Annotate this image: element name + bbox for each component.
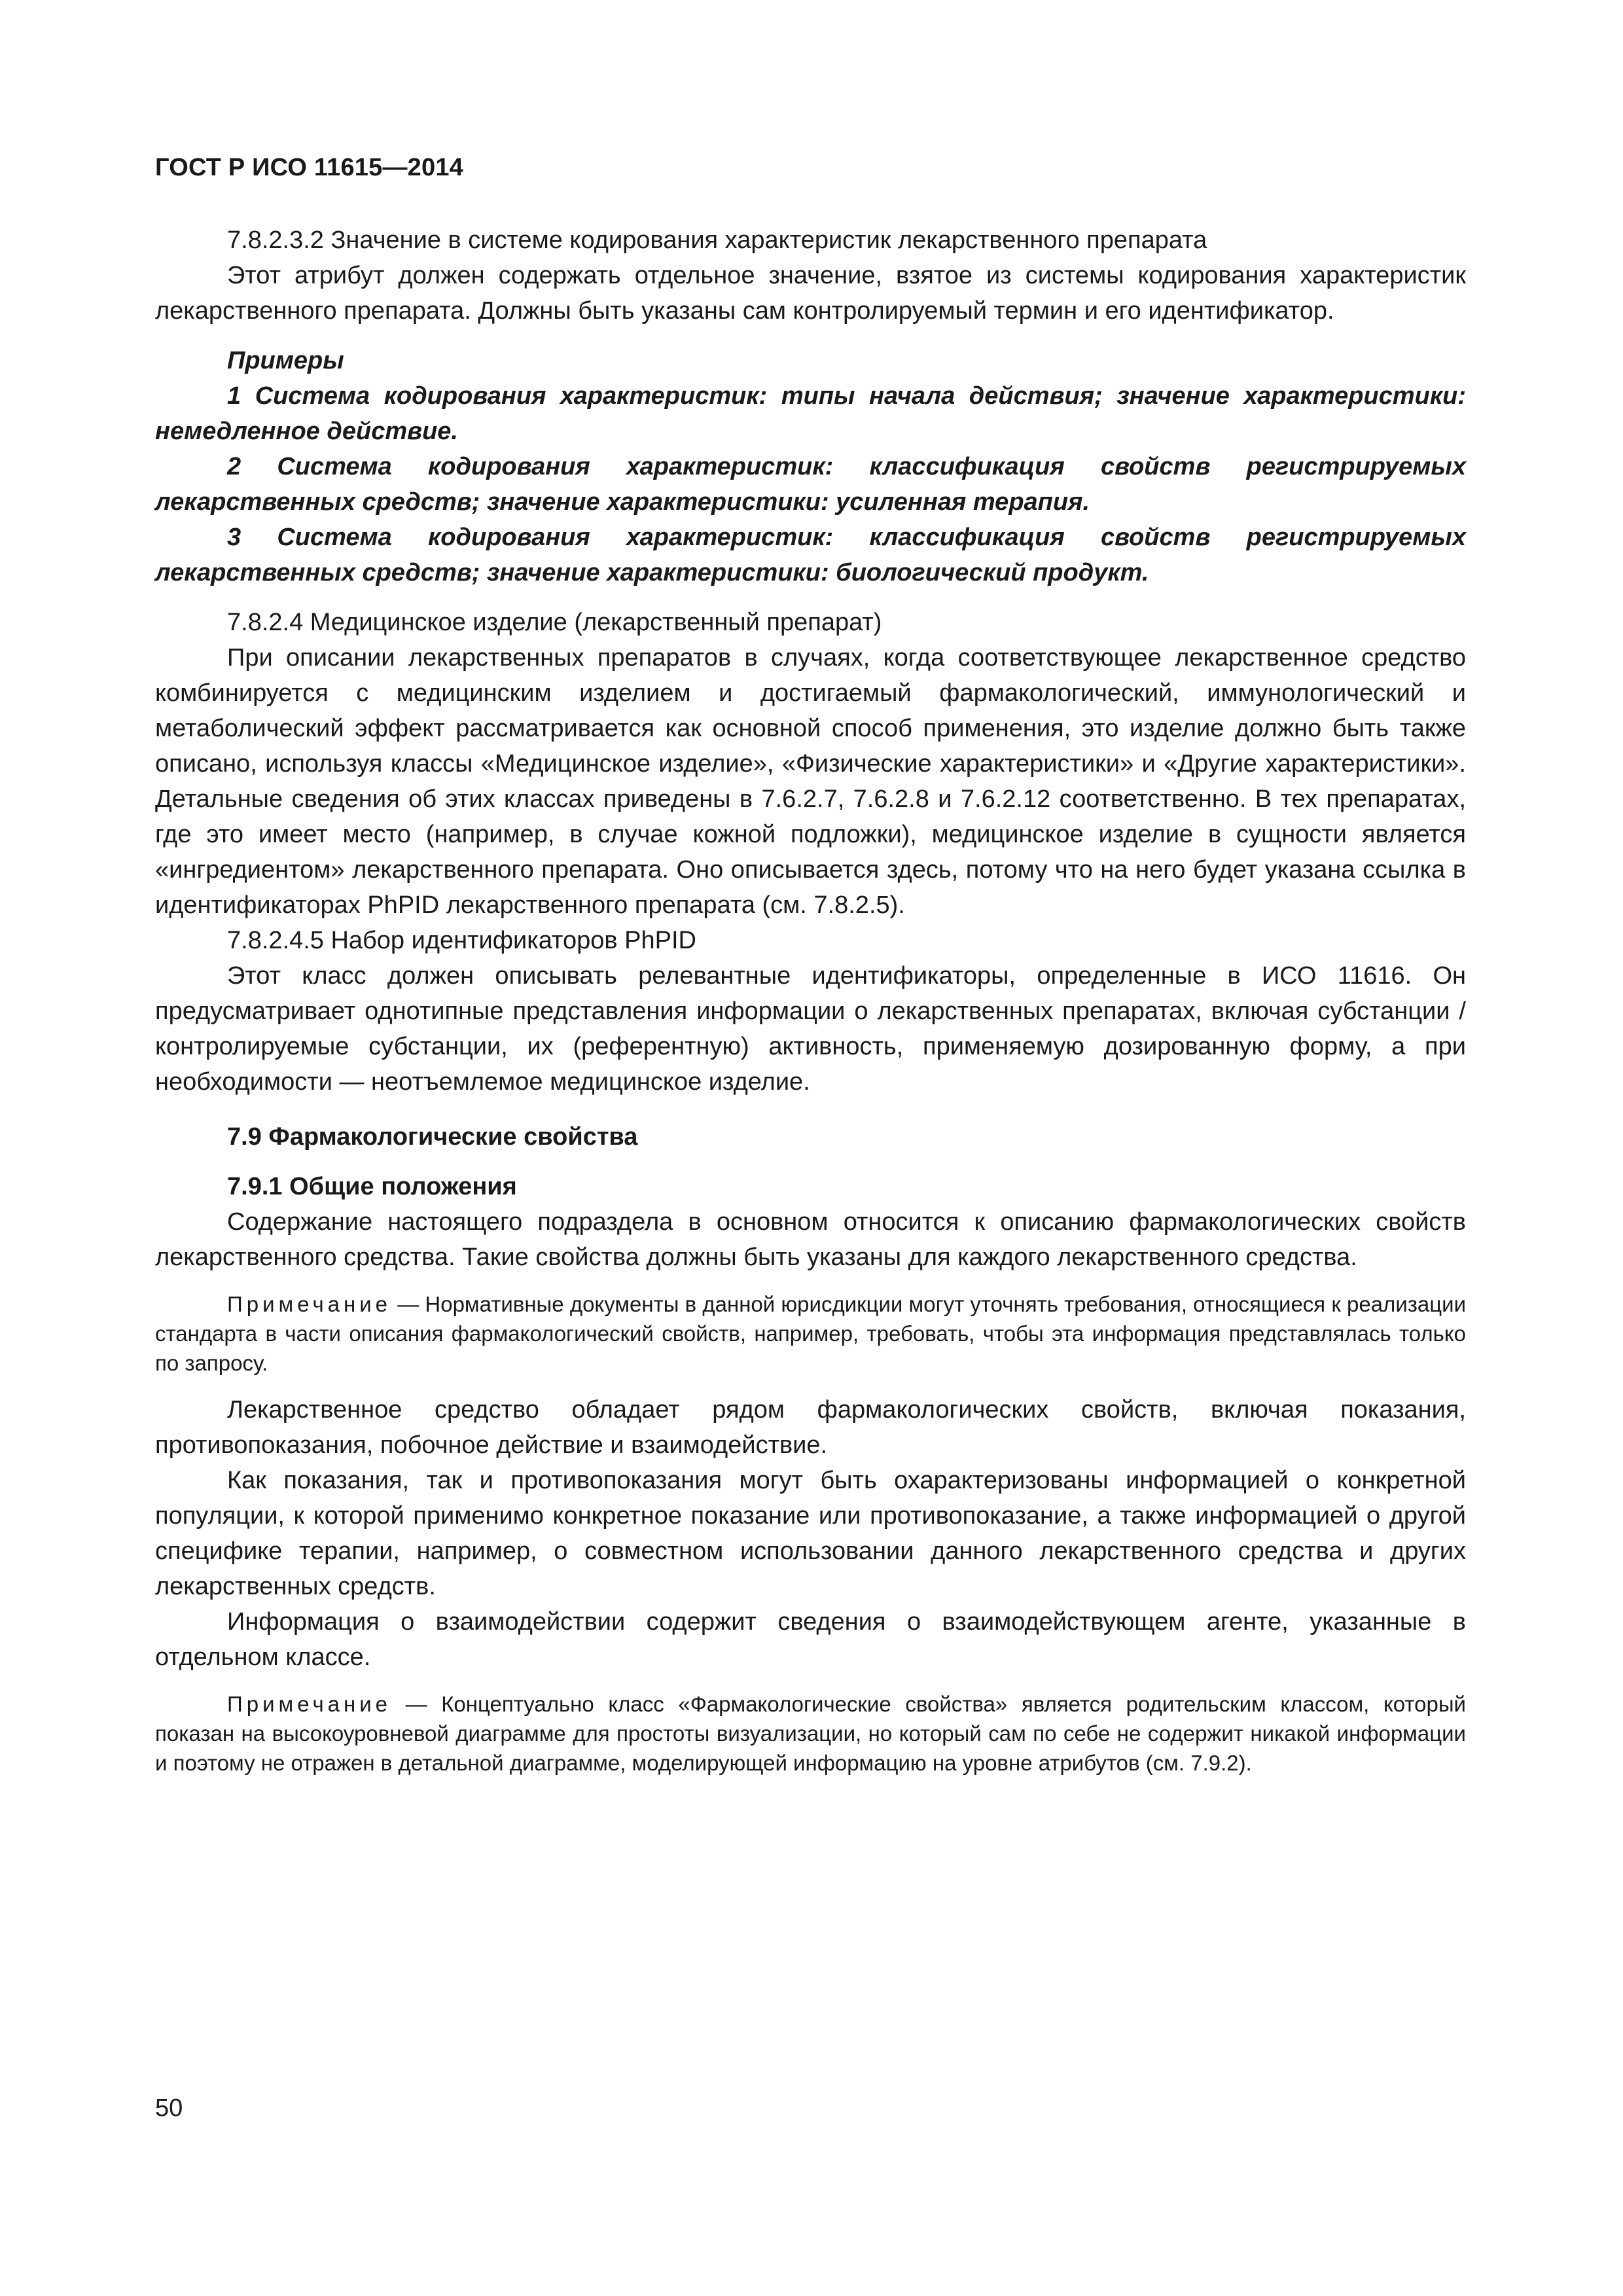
section-7-8-2-4-5-title: 7.8.2.4.5 Набор идентификаторов PhPID — [227, 927, 696, 954]
document-page — [155, 151, 1466, 1778]
section-7-9-1-heading: 7.9.1 Общие положения — [227, 1173, 517, 1200]
document-header: ГОСТ Р ИСО 11615—2014 — [155, 154, 463, 181]
section-7-8-2-4-5-text: Этот класс должен описывать релевантные идентификаторы, определенные в ИСО 11616. Он предусматривает однотипные представления информации о лекарственных препаратах, включая субстанции / контролируемые субстанции, их (референтную) активность, применяемую дозированную форму, а при необходимости — неотъемлемое медицинское изделие. — [155, 962, 1466, 1096]
section-7-8-2-4-title: 7.8.2.4 Медицинское изделие (лекарственный препарат) — [227, 609, 882, 636]
note-2 — [155, 1689, 1466, 1778]
section-7-9-1-paragraph: Лекарственное средство обладает рядом фармакологических свойств, включая показания, противопоказания, побочное действие и взаимодействие. — [155, 1396, 1466, 1459]
section-7-8-2-3-2-title: 7.8.2.3.2 Значение в системе кодирования характеристик лекарственного препарата — [227, 226, 1207, 254]
note-label: Примечание — [227, 1292, 392, 1316]
example-item: 2 Система кодирования характеристик: классификация свойств регистрируемых лекарственных средств; значение характеристики: усиленная терапия. — [155, 453, 1466, 516]
section-7-9-1-paragraph: Как показания, так и противопоказания могут быть охарактеризованы информацией о конкретной популяции, к которой применимо конкретное показание или противопоказание, а также информацией о другой специфике терапии, например, о совместном использовании данного лекарственного средства и других лекарственных средств. — [155, 1467, 1466, 1600]
section-7-9-1-paragraph: Информация о взаимодействии содержит сведения о взаимодействующем агенте, указанные в отдельном классе. — [155, 1608, 1466, 1671]
example-item: 1 Система кодирования характеристик: типы начала действия; значение характеристики: немедленное действие. — [155, 382, 1466, 445]
note-label: Примечание — [227, 1692, 392, 1716]
example-item: 3 Система кодирования характеристик: классификация свойств регистрируемых лекарственных средств; значение характеристики: биологический продукт. — [155, 524, 1466, 586]
page-number: 50 — [155, 2094, 183, 2122]
examples-title: Примеры — [227, 347, 344, 374]
section-7-8-2-4-text: При описании лекарственных препаратов в случаях, когда соответствующее лекарственное средство комбинируется с медицинским изделием и достигаемый фармакологический, иммунологический и метаболический эффект рассматривается как основной способ применения, это изделие должно быть также описано, используя классы «Медицинское изделие», «Физические характеристики» и «Другие характеристики». Детальные сведения об этих классах приведены в 7.6.2.7, 7.6.2.8 и 7.6.2.12 соответственно. В тех препаратах, где это имеет место (например, в случае кожной подложки), медицинское изделие в сущности является «ингредиентом» лекарственного препарата. Оно описывается здесь, потому что на него будет указана ссылка в идентификаторах PhPID лекарственного препарата (см. 7.8.2.5). — [155, 644, 1466, 919]
note-1 — [155, 1289, 1466, 1378]
section-7-8-2-3-2-text: Этот атрибут должен содержать отдельное значение, взятое из системы кодирования характеристик лекарственного препарата. Должны быть указаны сам контролируемый термин и его идентификатор. — [155, 262, 1466, 325]
section-7-9-1-paragraph: Содержание настоящего подраздела в основном относится к описанию фармакологических свойств лекарственного средства. Такие свойства должны быть указаны для каждого лекарственного средства. — [155, 1208, 1466, 1271]
note-text: — Нормативные документы в данной юрисдикции могут уточнять требования, относящиеся к реализации стандарта в части описания фармакологический свойств, например, требовать, чтобы эта информация представлялась только по запросу. — [155, 1292, 1466, 1375]
note-text: — Концептуально класс «Фармакологические свойства» является родительским классом, который показан на высокоуровневой диаграмме для простоты визуализации, но который сам по себе не содержит никакой информации и поэтому не отражен в детальной диаграмме, моделирующей информацию на уровне атрибутов (см. 7.9.2). — [155, 1692, 1466, 1775]
section-7-9-heading: 7.9 Фармакологические свойства — [227, 1123, 638, 1151]
